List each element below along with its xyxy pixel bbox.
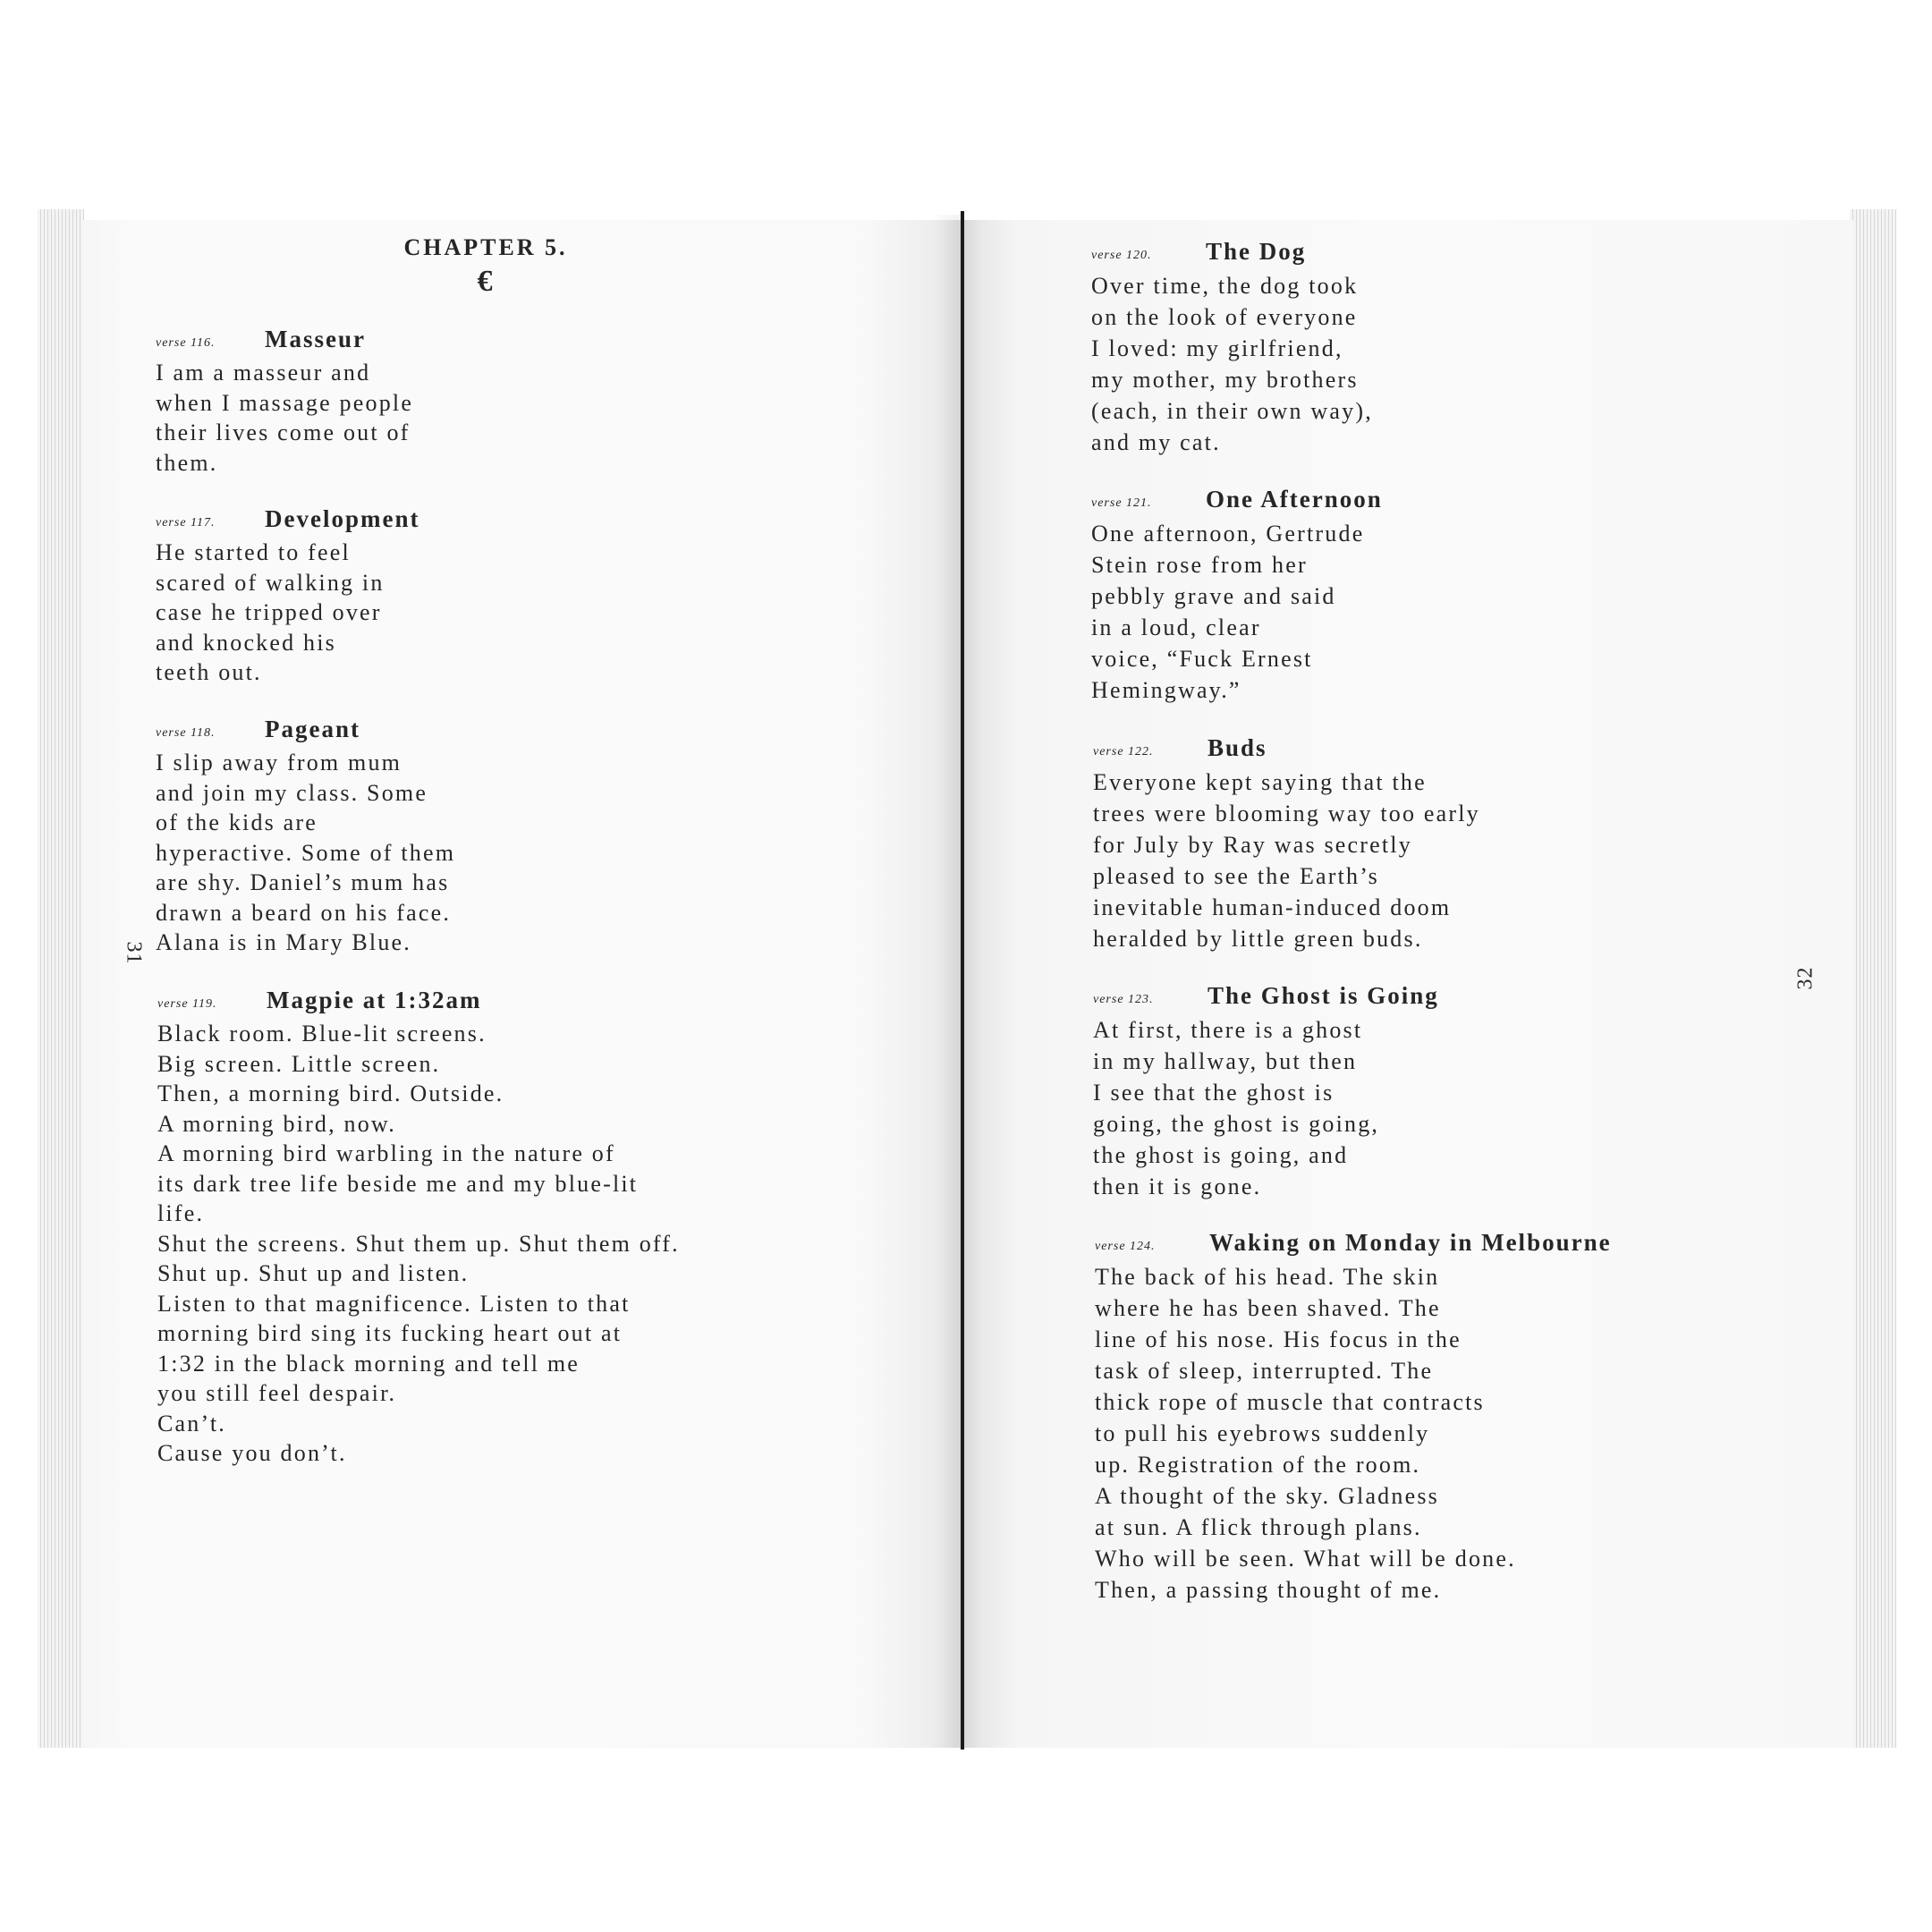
verse-line: pebbly grave and said [1091, 583, 1336, 609]
book-spine [961, 211, 964, 1750]
verse-line: at sun. A flick through plans. [1095, 1514, 1422, 1540]
verse-body [157, 1019, 680, 1469]
verse-line: of the kids are [156, 809, 318, 835]
verse-117 [156, 505, 420, 688]
verse-line: in my hallway, but then [1093, 1048, 1358, 1074]
verse-line: I slip away from mum [156, 750, 402, 775]
verse-line: to pull his eyebrows suddenly [1095, 1420, 1430, 1446]
verse-line: hyperactive. Some of them [156, 839, 456, 866]
verse-line: I am a masseur and [156, 360, 371, 386]
verse-line: Black room. Blue-lit screens. [157, 1021, 487, 1046]
verse-line: then it is gone. [1093, 1174, 1262, 1199]
verse-line: Then, a morning bird. Outside. [157, 1080, 504, 1106]
verse-line: trees were blooming way too early [1093, 801, 1480, 826]
verse-number: verse 124. [1095, 1240, 1156, 1253]
verse-124 [1095, 1229, 1612, 1606]
verse-line: A morning bird warbling in the nature of [157, 1140, 615, 1166]
verse-line: and my cat. [1091, 429, 1221, 455]
verse-title: Development [265, 505, 420, 532]
verse-number: verse 121. [1091, 496, 1152, 510]
verse-line: case he tripped over [156, 599, 382, 625]
verse-line: Stein rose from her [1091, 552, 1308, 578]
verse-120 [1091, 238, 1373, 458]
verse-line: and knocked his [156, 629, 336, 656]
verse-line: for July by Ray was secretly [1093, 832, 1412, 858]
verse-line: are shy. Daniel’s mum has [156, 869, 450, 895]
verse-line: At first, there is a ghost [1093, 1017, 1363, 1043]
verse-line: Can’t. [157, 1410, 226, 1436]
verse-line: pleased to see the Earth’s [1093, 863, 1379, 889]
verse-line: teeth out. [156, 659, 262, 685]
verse-line: He started to feel [156, 539, 351, 565]
verse-line: where he has been shaved. The [1095, 1295, 1441, 1321]
verse-line: Shut up. Shut up and listen. [157, 1260, 470, 1286]
verse-title: Buds [1208, 734, 1267, 761]
verse-number: verse 120. [1091, 249, 1152, 262]
verse-line: 1:32 in the black morning and tell me [157, 1350, 580, 1377]
verse-title: Magpie at 1:32am [267, 987, 482, 1013]
gutter-shadow [930, 215, 961, 1748]
verse-number: verse 123. [1093, 993, 1154, 1006]
verse-title: One Afternoon [1206, 486, 1383, 513]
verse-body [1095, 1261, 1516, 1606]
verse-body [1091, 518, 1364, 706]
verse-line: Over time, the dog took [1091, 273, 1359, 299]
verse-line: my mother, my brothers [1091, 367, 1359, 393]
verse-body [1093, 1014, 1379, 1202]
verse-body [1093, 767, 1480, 954]
verse-body [156, 538, 385, 688]
verse-121 [1091, 486, 1383, 706]
verse-line: morning bird sing its fucking heart out at [157, 1320, 623, 1346]
verse-123 [1093, 982, 1439, 1202]
verse-number: verse 122. [1093, 745, 1154, 758]
verse-title: Masseur [265, 326, 366, 352]
page-number-right: 32 [1793, 966, 1818, 990]
verse-line: their lives come out of [156, 419, 411, 445]
verse-line: in a loud, clear [1091, 614, 1261, 640]
verse-line: I loved: my girlfriend, [1091, 335, 1343, 361]
verse-line: and join my class. Some [156, 779, 428, 806]
verse-number: verse 118. [156, 726, 216, 740]
verse-line: thick rope of muscle that contracts [1095, 1389, 1485, 1415]
verse-119 [157, 987, 680, 1469]
right-page-edges [1850, 209, 1896, 1748]
verse-title: Pageant [265, 716, 360, 742]
verse-line: A thought of the sky. Gladness [1095, 1483, 1439, 1509]
verse-122 [1093, 734, 1480, 954]
verse-number: verse 117. [156, 516, 216, 530]
verse-body [1091, 270, 1373, 458]
verse-line: drawn a beard on his face. [156, 899, 452, 926]
verse-line: line of his nose. His focus in the [1095, 1326, 1462, 1352]
verse-title: Waking on Monday in Melbourne [1209, 1229, 1612, 1256]
verse-line: Big screen. Little screen. [157, 1050, 441, 1077]
verse-line: Shut the screens. Shut them up. Shut them off. [157, 1230, 680, 1257]
verse-body [156, 748, 455, 958]
verse-line: voice, “Fuck Ernest [1091, 646, 1313, 672]
chapter-title: CHAPTER 5. [403, 234, 568, 260]
page-number-left: 31 [122, 941, 146, 965]
verse-title: The Ghost is Going [1208, 982, 1439, 1009]
verse-body [156, 358, 413, 478]
verse-line: its dark tree life beside me and my blue-lit [157, 1170, 639, 1197]
verse-number: verse 119. [157, 997, 217, 1011]
verse-line: The back of his head. The skin [1095, 1264, 1440, 1290]
left-page-edges [38, 209, 84, 1748]
verse-line: Then, a passing thought of me. [1095, 1577, 1442, 1603]
verse-line: when I massage people [156, 389, 414, 416]
verse-line: I see that the ghost is [1093, 1080, 1335, 1106]
verse-line: Who will be seen. What will be done. [1095, 1546, 1516, 1572]
verse-line: Listen to that magnificence. Listen to that [157, 1290, 631, 1317]
verse-line: up. Registration of the room. [1095, 1452, 1421, 1478]
verse-line: Alana is in Mary Blue. [156, 929, 411, 955]
verse-line: task of sleep, interrupted. The [1095, 1358, 1434, 1384]
chapter-ornament: € [477, 265, 493, 298]
verse-line: Everyone kept saying that the [1093, 769, 1427, 795]
verse-line: (each, in their own way), [1091, 398, 1373, 424]
verse-line: the ghost is going, and [1093, 1142, 1349, 1168]
verse-line: life. [157, 1200, 205, 1226]
verse-line: A morning bird, now. [157, 1110, 396, 1137]
verse-line: going, the ghost is going, [1093, 1111, 1380, 1137]
verse-line: scared of walking in [156, 569, 385, 596]
verse-title: The Dog [1206, 238, 1307, 265]
verse-number: verse 116. [156, 336, 216, 350]
verse-line: on the look of everyone [1091, 304, 1358, 330]
verse-116 [156, 326, 413, 478]
verse-line: Hemingway.” [1091, 677, 1241, 703]
verse-line: them. [156, 449, 218, 476]
verse-line: One afternoon, Gertrude [1091, 521, 1365, 547]
verse-118 [156, 716, 455, 958]
verse-line: heralded by little green buds. [1093, 926, 1423, 952]
verse-line: you still feel despair. [157, 1380, 397, 1406]
verse-line: Cause you don’t. [157, 1440, 347, 1466]
verse-line: inevitable human-induced doom [1093, 894, 1452, 920]
